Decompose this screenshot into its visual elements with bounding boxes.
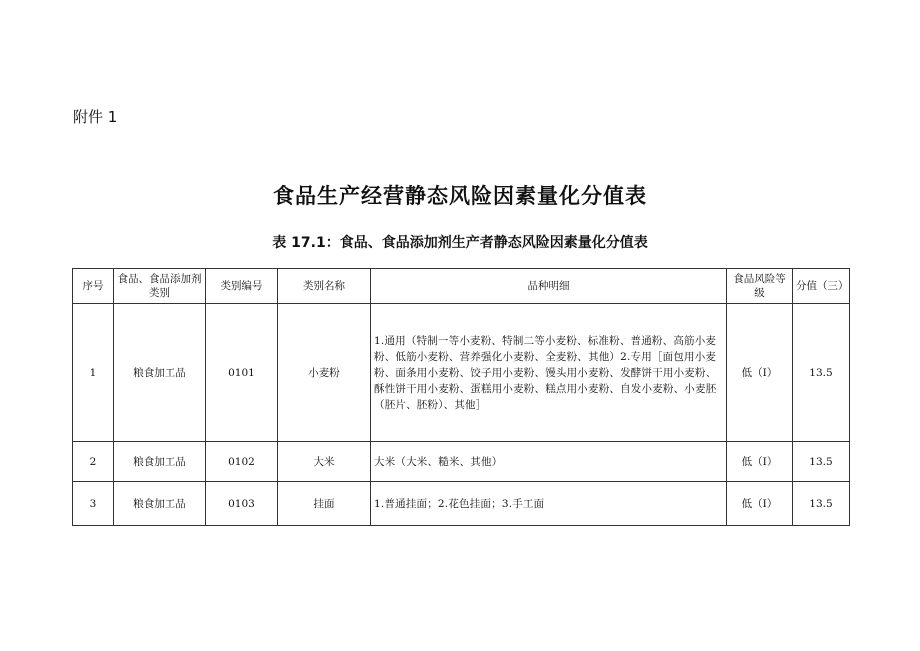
- cell-category-type: 粮食加工品: [114, 304, 206, 442]
- cell-variety-detail: 大米（大米、糙米、其他）: [371, 442, 727, 482]
- cell-seq: 1: [73, 304, 114, 442]
- cell-score: 13.5: [793, 442, 850, 482]
- header-category-type: 食品、食品添加剂类别: [114, 269, 206, 304]
- header-variety-detail: 品种明细: [371, 269, 727, 304]
- cell-risk-level: 低（I）: [727, 482, 793, 526]
- cell-variety-detail: 1.通用（特制一等小麦粉、特制二等小麦粉、标准粉、普通粉、高筋小麦粉、低筋小麦粉、营养强化小麦粉、全麦粉、其他）2.专用［面包用小麦粉、面条用小麦粉、饺子用小麦粉、馒头用小麦粉、发酵饼干用小麦粉、酥性饼干用小麦粉、蛋糕用小麦粉、糕点用小麦粉、自发小麦粉、小麦胚（胚片、胚粉）、其他］: [371, 304, 727, 442]
- cell-seq: 3: [73, 482, 114, 526]
- cell-category-code: 0102: [206, 442, 278, 482]
- cell-category-code: 0101: [206, 304, 278, 442]
- cell-risk-level: 低（I）: [727, 442, 793, 482]
- cell-variety-detail: 1.普通挂面；2.花色挂面；3.手工面: [371, 482, 727, 526]
- header-category-code: 类别编号: [206, 269, 278, 304]
- cell-category-type: 粮食加工品: [114, 442, 206, 482]
- attachment-label: 附件 1: [73, 108, 118, 126]
- cell-score: 13.5: [793, 482, 850, 526]
- cell-risk-level: 低（I）: [727, 304, 793, 442]
- table-row: [73, 442, 850, 482]
- header-score: 分值（三）: [793, 269, 850, 304]
- cell-category-type: 粮食加工品: [114, 482, 206, 526]
- cell-category-code: 0103: [206, 482, 278, 526]
- header-risk-level: 食品风险等级: [727, 269, 793, 304]
- cell-category-name: 小麦粉: [278, 304, 371, 442]
- header-category-name: 类别名称: [278, 269, 371, 304]
- document-title: 食品生产经营静态风险因素量化分值表: [273, 184, 647, 208]
- header-seq: 序号: [73, 269, 114, 304]
- cell-category-name: 大米: [278, 442, 371, 482]
- table-caption: 表 17.1：食品、食品添加剂生产者静态风险因素量化分值表: [272, 235, 648, 251]
- cell-score: 13.5: [793, 304, 850, 442]
- table-row: [73, 304, 850, 442]
- risk-score-table: [72, 268, 850, 526]
- cell-seq: 2: [73, 442, 114, 482]
- table-row: [73, 482, 850, 526]
- cell-category-name: 挂面: [278, 482, 371, 526]
- table-header-row: [73, 269, 850, 304]
